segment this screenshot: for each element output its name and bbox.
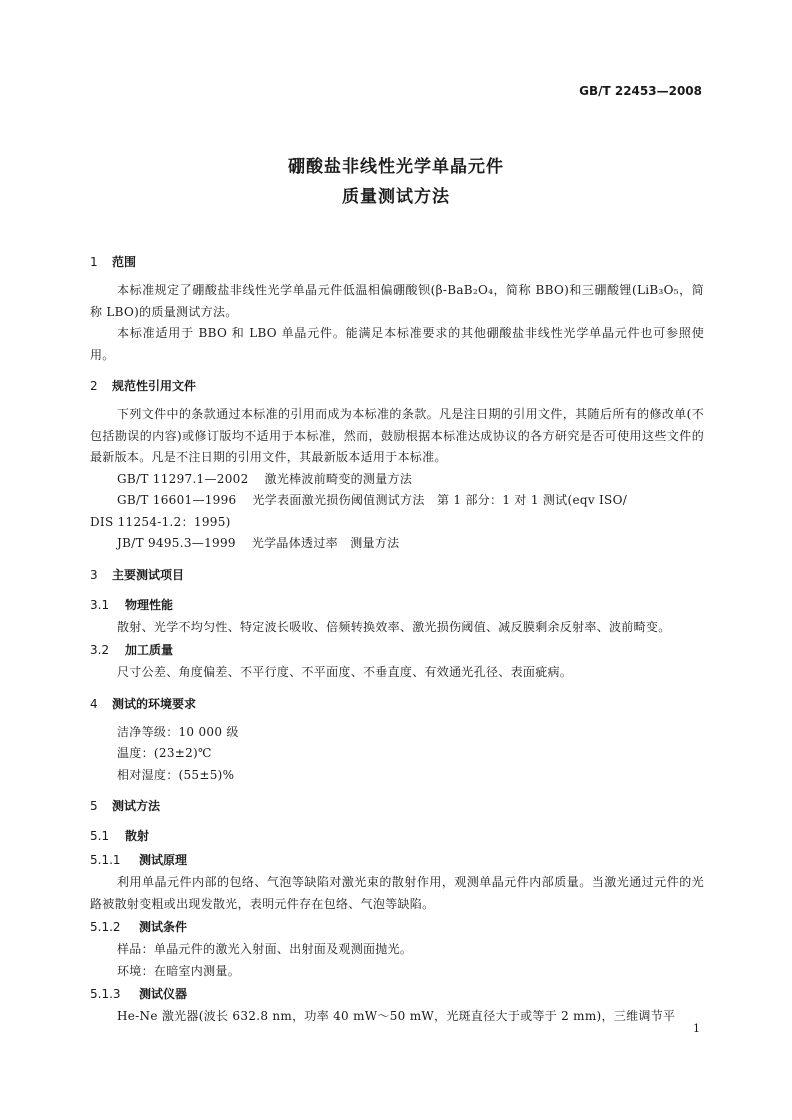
reference-code: JB/T 9495.3—1999	[117, 536, 236, 550]
subsection-title: 测试仪器	[139, 987, 188, 1001]
subsection-3-1-heading	[90, 593, 704, 617]
section-3-heading	[90, 563, 704, 587]
document-body	[90, 248, 704, 1028]
paragraph: 利用单晶元件内部的包络、气泡等缺陷对激光束的散射作用，观测单晶元件内部质量。当激光通过元件的光路被散射变粗或出现发散光，表明元件存在包络、气泡等缺陷。	[90, 875, 704, 911]
section-number: 5	[90, 799, 98, 813]
subsection-5-1-1-heading	[90, 848, 704, 872]
paragraph: 本标准适用于 BBO 和 LBO 单晶元件。能满足本标准要求的其他硼酸盐非线性光学单晶元件也可参照使用。	[90, 326, 704, 362]
reference-item	[90, 469, 704, 491]
subsection-5-1-2-heading	[90, 915, 704, 939]
document-title-line1: 硼酸盐非线性光学单晶元件	[288, 157, 504, 177]
document-title-line2: 质量测试方法	[342, 187, 450, 207]
section-title: 范围	[112, 255, 137, 269]
subsection-number: 5.1.3	[90, 987, 121, 1001]
section-title: 主要测试项目	[112, 567, 185, 582]
reference-code: GB/T 16601—1996	[117, 493, 237, 507]
section-number: 1	[90, 255, 98, 269]
subsection-title: 散射	[125, 829, 150, 843]
reference-title: 激光棒波前畸变的测量方法	[264, 471, 413, 486]
section-number: 4	[90, 696, 98, 711]
subsection-number: 3.1	[90, 597, 110, 612]
section-number: 2	[90, 379, 98, 393]
section-5-heading	[90, 794, 704, 818]
subsection-3-2-heading	[90, 638, 704, 662]
reference-code: GB/T 11297.1—2002	[117, 471, 249, 486]
subsection-number: 3.2	[90, 643, 110, 657]
environment-line: 洁净等级：10 000 级	[117, 724, 239, 739]
section-number: 3	[90, 567, 98, 582]
reference-continuation: DIS 11254-1.2：1995)	[90, 514, 231, 529]
subsection-number: 5.1.2	[90, 920, 121, 934]
paragraph: 尺寸公差、角度偏差、不平行度、不平面度、不垂直度、有效通光孔径、表面疵病。	[117, 665, 573, 679]
condition-line: 样品：单晶元件的激光入射面、出射面及观测面抛光。	[117, 942, 413, 956]
page-number: 1	[693, 1022, 700, 1035]
section-1-heading	[90, 250, 704, 274]
subsection-5-1-3-heading	[90, 982, 704, 1006]
section-title: 测试方法	[112, 799, 161, 813]
standard-number: GB/T 22453—2008	[579, 84, 702, 98]
section-4-heading	[90, 692, 704, 716]
subsection-title: 测试原理	[139, 853, 188, 867]
subsection-number: 5.1.1	[90, 853, 121, 867]
reference-title: 光学晶体透过率 测量方法	[251, 536, 400, 550]
reference-title: 光学表面激光损伤阈值测试方法 第 1 部分：1 对 1 测试(eqv ISO/	[252, 493, 628, 507]
section-title: 规范性引用文件	[112, 379, 197, 393]
reference-item	[90, 533, 704, 555]
paragraph: He-Ne 激光器(波长 632.8 nm，功率 40 mW～50 mW，光斑直径大于或等于 2 mm)，三维调节平	[117, 1009, 676, 1023]
environment-line: 相对湿度：(55±5)%	[117, 767, 235, 782]
subsection-title: 测试条件	[139, 920, 188, 934]
paragraph: 散射、光学不均匀性、特定波长吸收、倍频转换效率、激光损伤阈值、减反膜剩余反射率、波前畸变。	[117, 619, 671, 634]
reference-item	[90, 490, 704, 512]
environment-line: 温度：(23±2)℃	[117, 746, 212, 760]
section-2-heading	[90, 374, 704, 398]
subsection-5-1-heading	[90, 824, 704, 848]
subsection-title: 加工质量	[125, 643, 174, 657]
subsection-title: 物理性能	[125, 597, 174, 612]
paragraph: 下列文件中的条款通过本标准的引用而成为本标准的条款。凡是注日期的引用文件，其随后所有的修改单(不包括勘误的内容)或修订版均不适用于本标准，然而，鼓励根据本标准达成协议的各方研究是否可使用这些文件的最新版本。凡是不注日期的引用文件，其最新版本适用于本标准。	[90, 407, 704, 464]
condition-line: 环境：在暗室内测量。	[117, 963, 241, 978]
paragraph: 本标准规定了硼酸盐非线性光学单晶元件低温相偏硼酸钡(β-BaB₂O₄，简称 BBO)和三硼酸锂(LiB₃O₅，简称 LBO)的质量测试方法。	[90, 283, 704, 319]
subsection-number: 5.1	[90, 829, 110, 843]
section-title: 测试的环境要求	[112, 696, 197, 711]
